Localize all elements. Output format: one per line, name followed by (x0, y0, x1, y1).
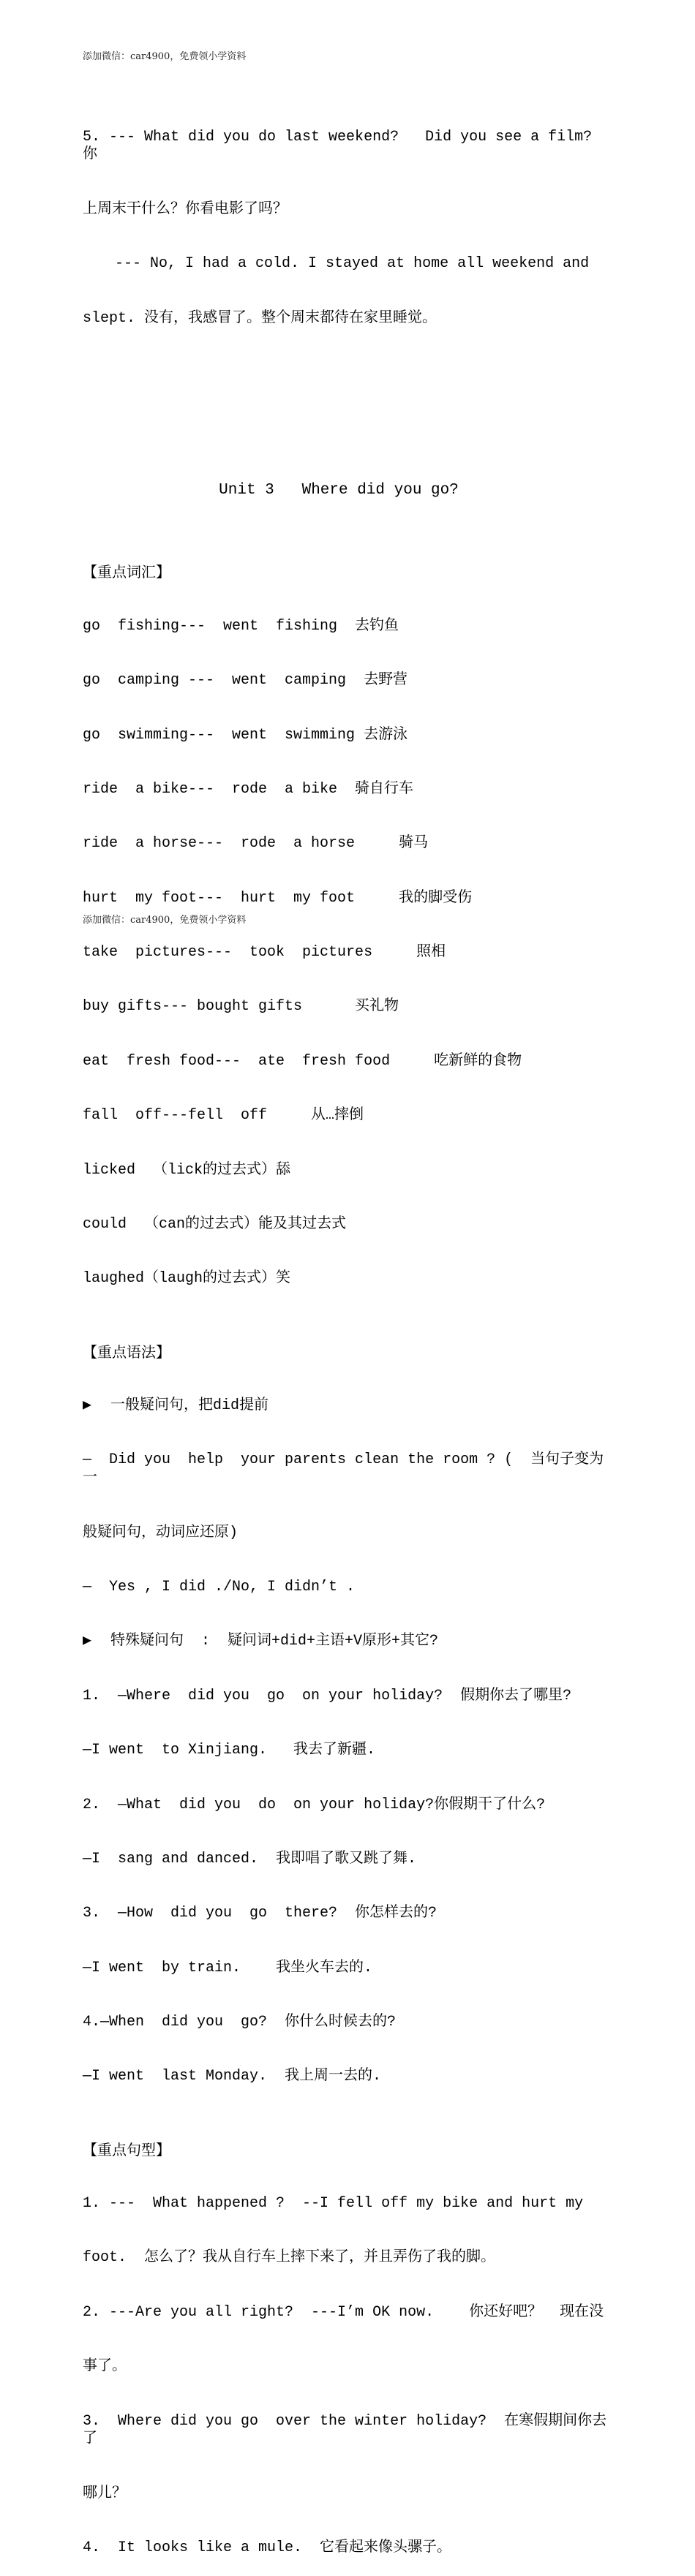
section-spacer (83, 382, 609, 428)
footer-note: 添加微信：car4900，免费领小学资料 (83, 915, 247, 926)
triangle-bullet-icon: ▶ (83, 1633, 92, 1650)
sentence-line: 3. Where did you go over the winter holiday? 在寒假期间你去了 (83, 2412, 607, 2448)
triangle-bullet-icon: ▶ (83, 1397, 92, 1414)
prev-q5-line4: slept. 没有，我感冒了。整个周末都待在家里睡觉。 (83, 309, 437, 327)
grammar-example: —I went last Monday. 我上周一去的. (83, 2068, 382, 2085)
unit-title: Unit 3 Where did you go? (219, 482, 459, 499)
grammar-heading: 【重点语法】 (83, 1342, 170, 1361)
sentence-line: 2. ---Are you all right? ---I’m OK now. 你还好吧？ 现在没 (83, 2303, 604, 2321)
grammar-example: 1. —Where did you go on your holiday? 假期你去了哪里? (83, 1687, 572, 1704)
grammar-example: 3. —How did you go there? 你怎样去的? (83, 1905, 437, 1922)
grammar-example: —I went to Xinjiang. 我去了新疆. (83, 1742, 376, 1759)
sentence-line: 事了。 (83, 2358, 127, 2376)
sentence-line: 4. It looks like a mule. 它看起来像头骡子。 (83, 2539, 452, 2557)
prev-q5-line1: 5. --- What did you do last weekend? Did you see a film? 你 (83, 128, 619, 164)
vocab-item: licked （lick的过去式）舔 (83, 1161, 291, 1179)
grammar-bullet-2 (83, 1633, 609, 1651)
vocab-item: fall off---fell off 从…摔倒 (83, 1107, 364, 1125)
grammar-line: — Yes , I did ./No, I didn’t . (83, 1578, 356, 1595)
sentences-heading: 【重点句型】 (83, 2140, 170, 2158)
vocab-item: go camping --- went camping 去野营 (83, 672, 408, 690)
grammar-example: 4.—When did you go? 你什么时候去的? (83, 2014, 397, 2031)
prev-q5-line3: --- No, I had a cold. I stayed at home all weekend and (115, 255, 590, 273)
header-note: 添加微信：car4900，免费领小学资料 (83, 51, 247, 62)
grammar-bullet-1-text: 一般疑问句，把did提前 (110, 1397, 269, 1414)
grammar-example: 2. —What did you do on your holiday?你假期干了什么? (83, 1796, 546, 1813)
vocab-item: eat fresh food--- ate fresh food 吃新鲜的食物 (83, 1052, 522, 1070)
vocab-item: buy gifts--- bought gifts 买礼物 (83, 998, 399, 1016)
sentence-line: foot. 怎么了？我从自行车上摔下来了，并且弄伤了我的脚。 (83, 2249, 496, 2267)
grammar-bullet-1 (83, 1397, 609, 1416)
vocab-heading: 【重点词汇】 (83, 563, 170, 581)
vocab-item: hurt my foot--- hurt my foot 我的脚受伤 (83, 889, 473, 907)
grammar-bullet-2-text: 特殊疑问句 : 疑问词+did+主语+V原形+其它? (110, 1633, 439, 1650)
vocab-item: take pictures--- took pictures 照相 (83, 944, 446, 962)
grammar-line: 般疑问句，动词应还原) (83, 1524, 238, 1541)
sentence-line: 哪儿？ (83, 2485, 127, 2502)
vocab-item: ride a bike--- rode a bike 骑自行车 (83, 780, 414, 798)
grammar-line: — Did you help your parents clean the room ? ( 当句子变为一 (83, 1451, 604, 1487)
vocab-item: laughed（laugh的过去式）笑 (83, 1270, 291, 1288)
vocab-item: go swimming--- went swimming 去游泳 (83, 726, 408, 744)
grammar-example: —I sang and danced. 我即唱了歌又跳了舞. (83, 1850, 417, 1867)
vocab-item: ride a horse--- rode a horse 骑马 (83, 835, 429, 853)
document-body (83, 92, 619, 2576)
sentence-line: 1. --- What happened ? --I fell off my bike and hurt my (83, 2195, 584, 2213)
vocab-item: go fishing--- went fishing 去钓鱼 (83, 617, 399, 635)
grammar-example: —I went by train. 我坐火车去的. (83, 1959, 373, 1976)
vocab-item: could （can的过去式）能及其过去式 (83, 1216, 347, 1234)
prev-q5-line2: 上周末干什么？你看电影了吗？ (83, 200, 288, 218)
